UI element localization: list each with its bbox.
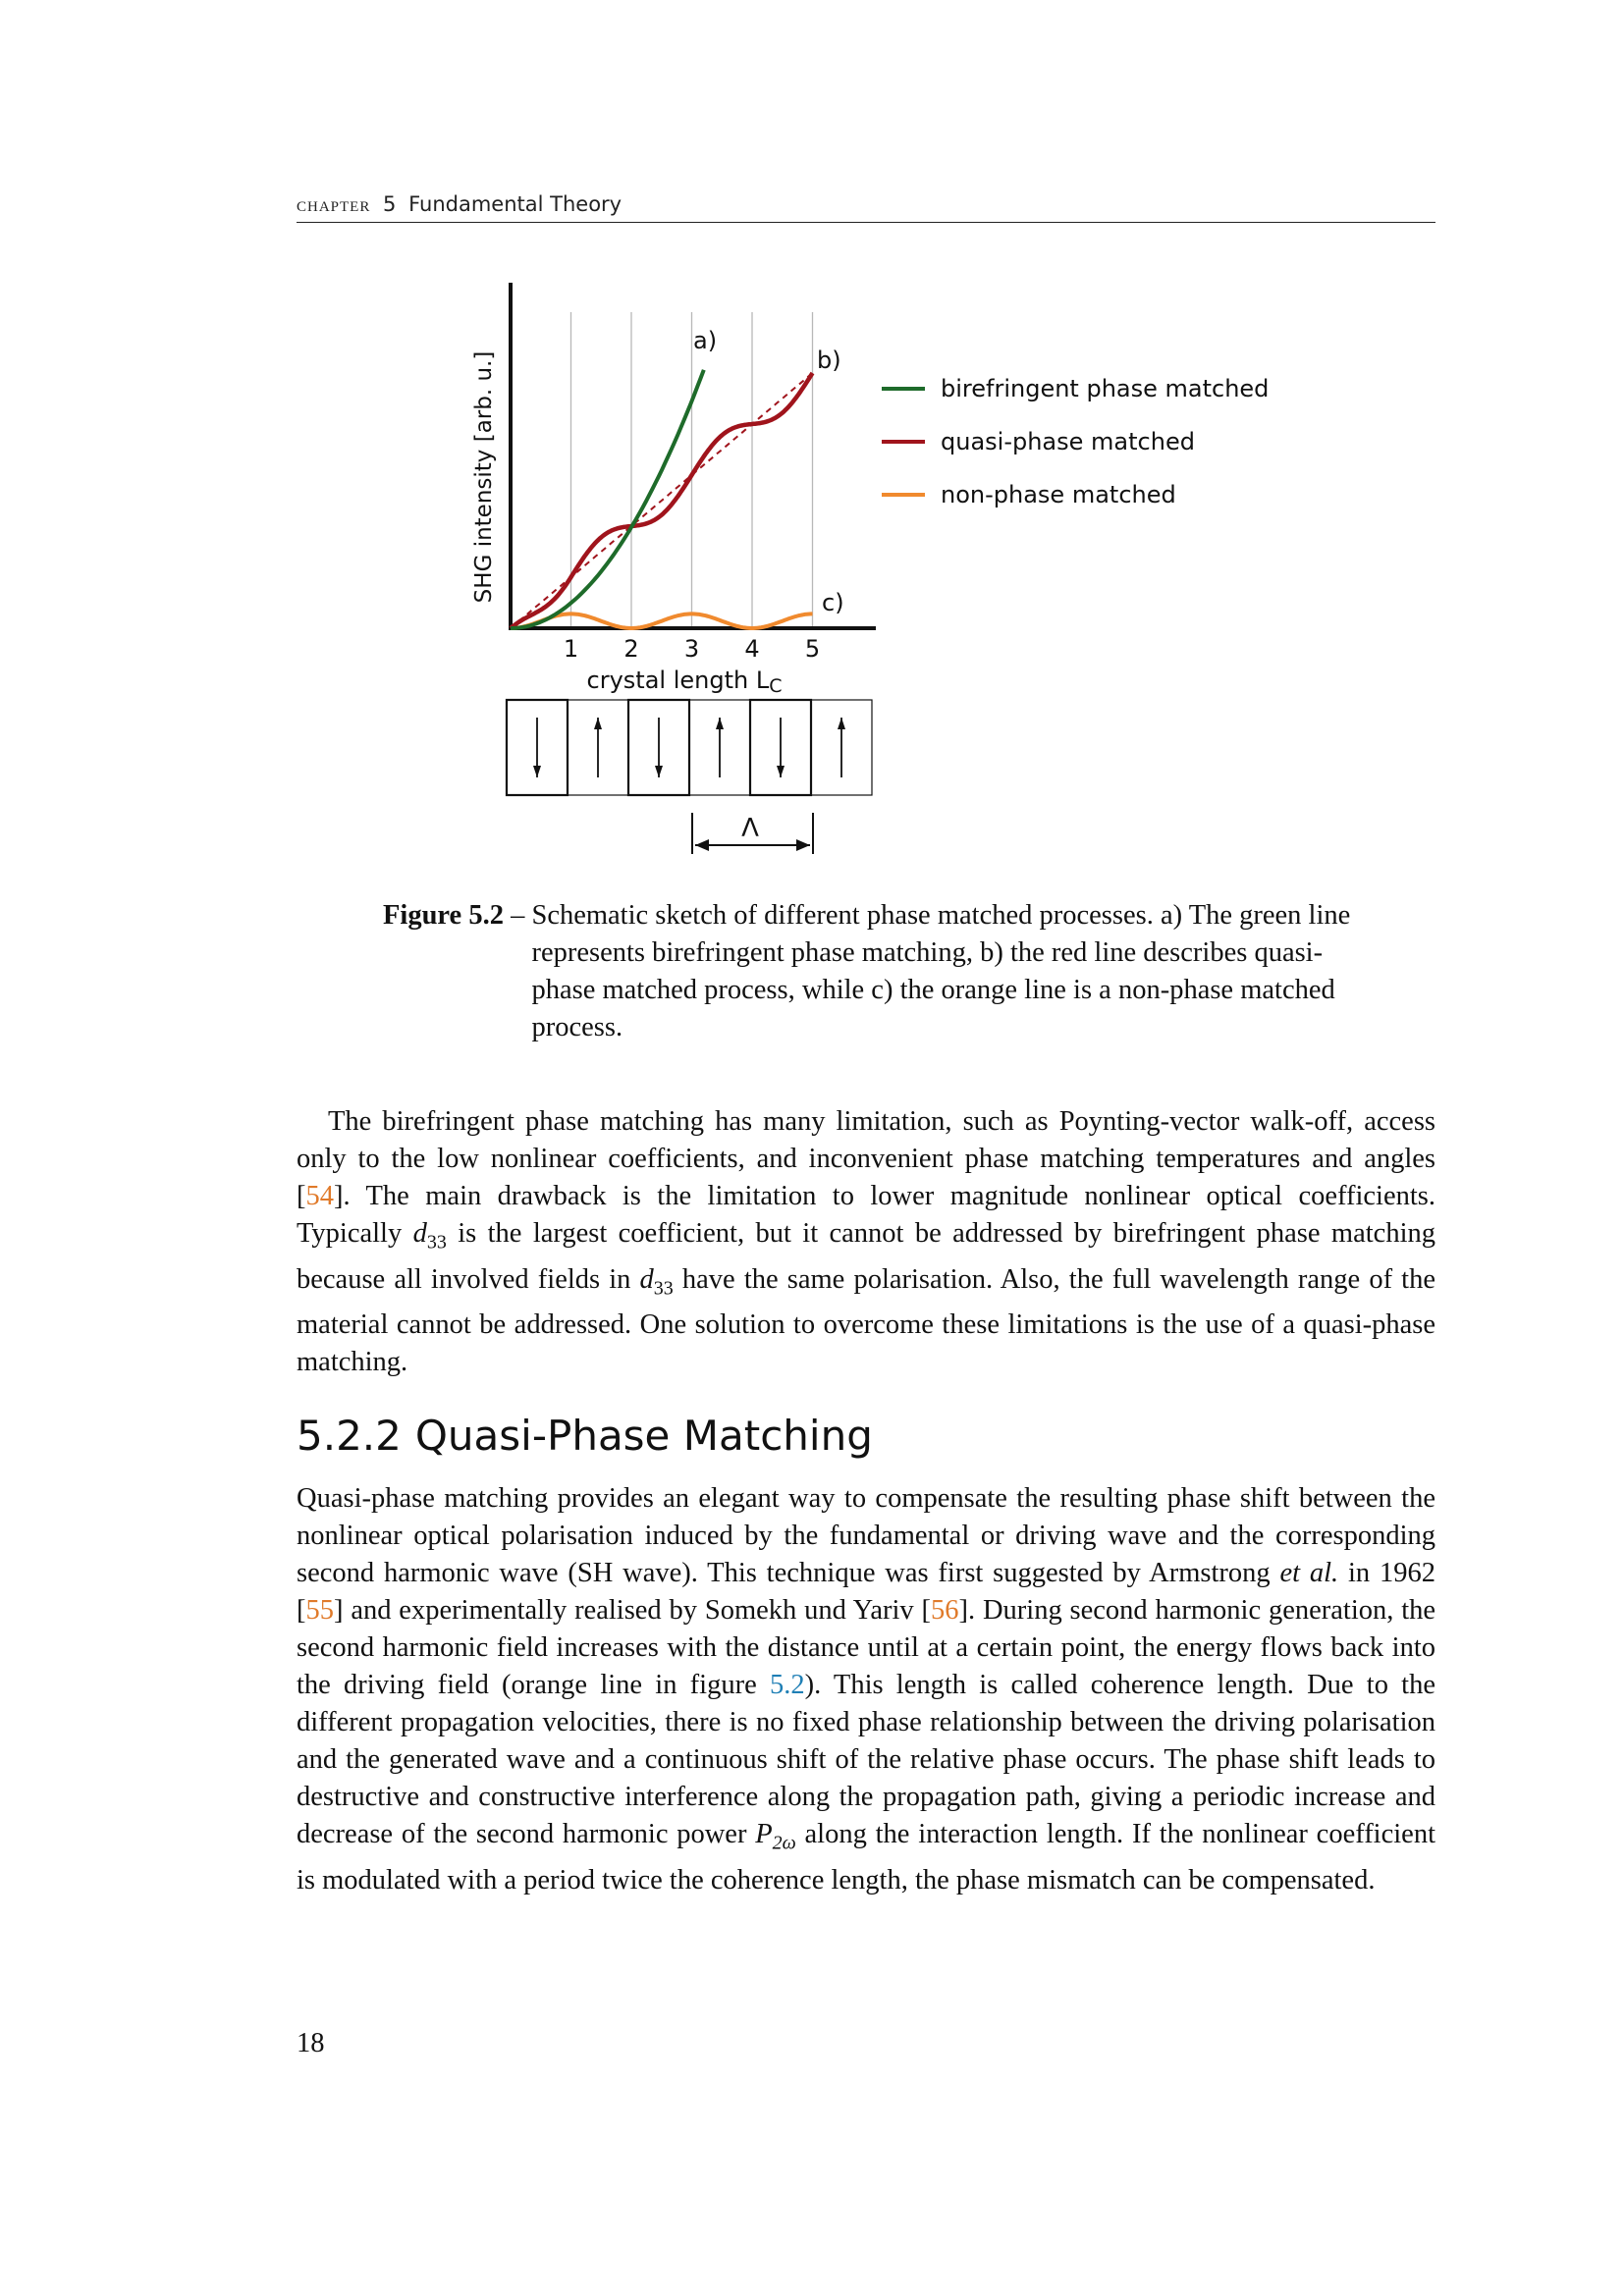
para2-text-2: in 1962 [ — [297, 1558, 1435, 1626]
y-axis-label: SHG intensity [arb. u.] — [471, 350, 497, 604]
math-d33-a: d — [412, 1218, 427, 1249]
para1-text-4: have the same polarisation. Also, the full wavelength range of the material cannot be addressed. One solution to overcome these limitations is the use of a quasi-phase matching. — [297, 1263, 1436, 1378]
quasi-phase-trend-line — [511, 373, 813, 628]
period-arrow-left-head — [695, 839, 709, 851]
caption-dash: – — [503, 900, 532, 931]
x-axis-label — [587, 667, 783, 697]
para1-text-2: ]. The main drawback is the limitation to lower magnitude nonlinear optical coefficients. Typically — [297, 1181, 1435, 1249]
x-tick-label-3: 3 — [683, 635, 700, 663]
math-p2w: P — [755, 1819, 773, 1849]
section-title: Quasi-Phase Matching — [414, 1412, 873, 1460]
domain-arrow-up-4 — [716, 718, 724, 729]
chapter-number: 5 — [383, 192, 397, 216]
citation-54[interactable]: 54 — [305, 1181, 334, 1211]
x-axis-label-main: crystal length L — [586, 667, 770, 694]
x-axis-label-sub: C — [769, 675, 783, 697]
et-al: et al. — [1279, 1558, 1339, 1588]
paragraph-quasi-phase — [297, 1480, 1435, 1899]
curve-label-c: c) — [822, 589, 844, 616]
para1-text-3: is the largest coefficient, but it cannot be addressed by birefringent phase matching because all involved fields in — [297, 1218, 1435, 1295]
period-arrow-right-head — [796, 839, 810, 851]
x-tick-label-4: 4 — [744, 635, 760, 663]
citation-55[interactable]: 55 — [305, 1595, 334, 1626]
curve-label-a: a) — [693, 327, 718, 354]
domain-arrow-down-1 — [533, 766, 541, 777]
figure-reference[interactable]: 5.2 — [769, 1670, 805, 1700]
para1-text-1: The birefringent phase matching has many limitation, such as Poynting-vector walk-off, access only to the low nonlinear coefficients, and inconvenient phase matching temperatures and angles [ — [297, 1106, 1435, 1211]
poled-domains — [507, 700, 872, 795]
domain-arrow-down-3 — [655, 766, 663, 777]
domain-arrow-up-2 — [594, 718, 602, 729]
legend-label-2: non-phase matched — [941, 481, 1176, 508]
caption-text: Schematic sketch of different phase matched processes. a) The green line represents birefringent phase matching, b) the red line describes quasi-phase matched process, while c) the orange line is a non-phase matched process. — [531, 900, 1351, 1042]
legend — [882, 375, 1269, 508]
para2-text-1: Quasi-phase matching provides an elegant way to compensate the resulting phase shift between the nonlinear optical polarisation induced by the fundamental or driving wave and the corresponding second harmonic wave (SH wave). This technique was first suggested by Armstrong — [297, 1483, 1435, 1588]
x-tick-label-1: 1 — [563, 635, 579, 663]
math-p2w-sub: 2ω — [772, 1832, 796, 1854]
x-ticks — [564, 635, 820, 663]
caption-label-wrap — [383, 897, 531, 1046]
section-number: 5.2.2 — [297, 1412, 402, 1460]
para2-text-4: ]. During second harmonic generation, the second harmonic field increases with the distance until at a certain point, the energy flows back into the driving field (orange line in figure — [297, 1595, 1436, 1700]
para2-text-3: ] and experimentally realised by Somekh und Yariv [ — [334, 1595, 931, 1626]
math-d33-b: d — [639, 1263, 654, 1295]
figure-caption — [383, 897, 1365, 1046]
legend-label-0: birefringent phase matched — [941, 375, 1270, 402]
caption-label: Figure 5.2 — [383, 900, 504, 931]
period-symbol: Λ — [741, 814, 759, 843]
para2-text-5: ). This length is called coherence length. Due to the different propagation velocities, there is no fixed phase relationship between the driving polarisation and the generated wave and a continuous shift of the relative phase occurs. The phase shift leads to destructive and constructive interference along the propagation path, giving a periodic increase and decrease of the second harmonic power — [297, 1670, 1435, 1849]
legend-label-1: quasi-phase matched — [941, 428, 1195, 455]
section-heading — [297, 1412, 873, 1460]
grid-lines — [571, 312, 813, 628]
chapter-title: Fundamental Theory — [408, 192, 623, 216]
math-d33-a-sub: 33 — [426, 1231, 447, 1254]
page-number: 18 — [297, 2028, 325, 2058]
domain-arrow-up-6 — [838, 718, 845, 729]
x-tick-label-5: 5 — [804, 635, 821, 663]
chapter-word: chapter — [297, 192, 371, 216]
x-tick-label-2: 2 — [623, 635, 639, 663]
para2-text-6: along the interaction length. If the nonlinear coefficient is modulated with a period twice the coherence length, the phase mismatch can be compensated. — [297, 1819, 1435, 1896]
curve-label-b: b) — [817, 347, 841, 374]
citation-56[interactable]: 56 — [931, 1595, 959, 1626]
math-d33-b-sub: 33 — [653, 1277, 674, 1300]
domain-arrow-down-5 — [777, 766, 785, 777]
figure-5-2 — [0, 0, 1624, 883]
paragraph-birefringent — [297, 1103, 1435, 1381]
